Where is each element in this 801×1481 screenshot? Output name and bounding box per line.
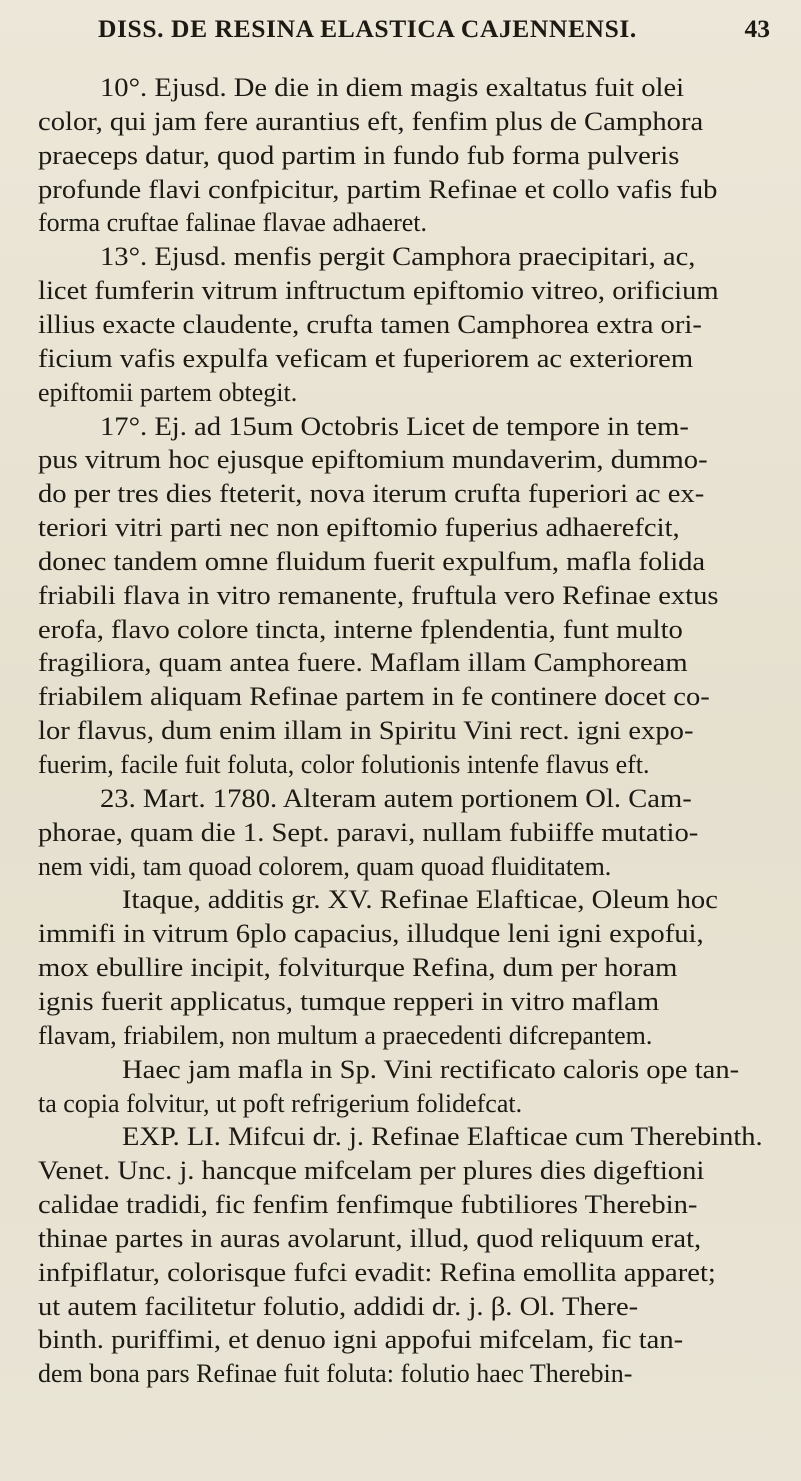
text-line: thinae partes in auras avolarunt, illud, quod reliquum erat, bbox=[38, 1223, 702, 1253]
running-header bbox=[98, 14, 778, 54]
text-line: Venet. Unc. j. hancque mifcelam per plures dies digeftioni bbox=[38, 1156, 705, 1186]
text-line: lor flavus, dum enim illam in Spiritu Vini rect. igni expo- bbox=[38, 716, 694, 746]
text-line: immifi in vitrum 6plo capacius, illudque leni igni expofui, bbox=[38, 919, 704, 949]
text-line: pus vitrum hoc ejusque epiftomium mundaverim, dummo- bbox=[38, 445, 708, 475]
text-line: illius exacte claudente, crufta tamen Camphorea extra ori- bbox=[38, 309, 702, 339]
text-line: Itaque, additis gr. XV. Refinae Elafticae, Oleum hoc bbox=[122, 885, 718, 915]
text-line: profunde flavi confpicitur, partim Refinae et collo vafis fub bbox=[38, 174, 718, 204]
text-line: licet fumferin vitrum inftructum epiftomio vitreo, orificium bbox=[38, 276, 719, 306]
text-line: epiftomii partem obtegit. bbox=[38, 377, 298, 407]
text-line: donec tandem omne fluidum fuerit expulfum, mafla folida bbox=[38, 546, 706, 576]
text-line: 13°. Ejusd. menfis pergit Camphora praecipitari, ac, bbox=[100, 242, 696, 272]
text-line: Haec jam mafla in Sp. Vini rectificato caloris ope tan- bbox=[122, 1054, 740, 1084]
text-line: praeceps datur, quod partim in fundo fub forma pulveris bbox=[38, 140, 680, 170]
text-line: 10°. Ejusd. De die in diem magis exaltatus fuit olei bbox=[100, 73, 685, 102]
text-line: EXP. LI. Mifcui dr. j. Refinae Elafticae cum Therebinth. bbox=[122, 1122, 763, 1152]
text-line: 17°. Ej. ad 15um Octobris Licet de tempore in tem- bbox=[100, 411, 689, 441]
text-line: infpiflatur, colorisque fufci evadit: Refina emollita apparet; bbox=[38, 1257, 716, 1287]
text-line: 23. Mart. 1780. Alteram autem portionem Ol. Cam- bbox=[100, 783, 692, 813]
text-line: color, qui jam fere aurantius eft, fenfim plus de Camphora bbox=[38, 106, 704, 136]
text-line: ta copia folvitur, ut poft refrigerium folidefcat. bbox=[38, 1088, 523, 1118]
text-line: mox ebullire incipit, folviturque Refina, dum per horam bbox=[38, 953, 678, 983]
text-line: friabilem aliquam Refinae partem in fe continere docet co- bbox=[38, 682, 710, 712]
text-line: fuerim, facile fuit foluta, color folutionis intenfe flavus eft. bbox=[38, 750, 650, 779]
text-line: phorae, quam die 1. Sept. paravi, nullam fubiiffe mutatio- bbox=[38, 817, 699, 847]
text-line: forma cruftae falinae flavae adhaeret. bbox=[38, 208, 428, 238]
text-line: ficium vafis expulfa veficam et fuperiorem ac exteriorem bbox=[38, 343, 694, 373]
text-line: binth. puriffimi, et denuo igni appofui mifcelam, fic tan- bbox=[38, 1325, 684, 1355]
text-line: flavam, friabilem, non multum a praecedenti difcrepantem. bbox=[38, 1020, 653, 1050]
text-line: erofa, flavo colore tincta, interne fplendentia, funt multo bbox=[38, 614, 683, 644]
text-line: dem bona pars Refinae fuit foluta: folutio haec Therebin- bbox=[38, 1359, 633, 1389]
text-line: nem vidi, tam quoad colorem, quam quoad fluiditatem. bbox=[38, 851, 612, 881]
text-line: fragiliora, quam antea fuere. Maflam illam Camphoream bbox=[38, 648, 688, 678]
text-line: teriori vitri parti nec non epiftomio fuperius adhaerefcit, bbox=[38, 513, 680, 543]
page-number: 43 bbox=[744, 14, 770, 43]
header-title: DISS. DE RESINA ELASTICA CAJENNENSI. bbox=[98, 14, 637, 43]
text-line: ignis fuerit applicatus, tumque repperi in vitro maflam bbox=[38, 986, 660, 1016]
text-line: friabili flava in vitro remanente, fruftula vero Refinae extus bbox=[38, 580, 719, 610]
text-line: ut autem facilitetur folutio, addidi dr. j. β. Ol. There- bbox=[38, 1291, 639, 1321]
text-line: calidae tradidi, fic fenfim fenfimque fubtiliores Therebin- bbox=[38, 1190, 698, 1220]
text-line: do per tres dies fteterit, nova iterum crufta fuperiori ac ex- bbox=[38, 479, 705, 509]
